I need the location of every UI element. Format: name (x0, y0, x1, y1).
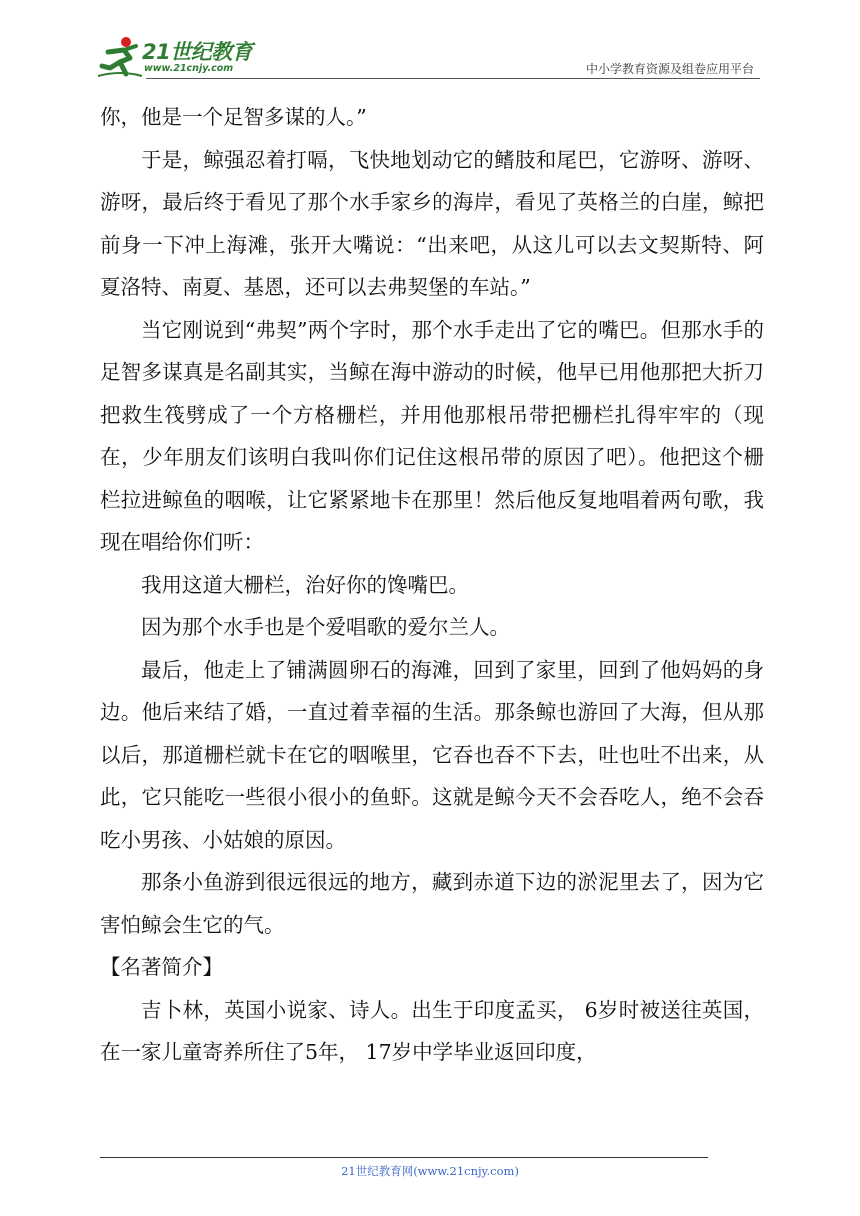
paragraph: 因为那个水手也是个爱唱歌的爱尔兰人。 (141, 615, 510, 639)
header-divider (146, 78, 760, 79)
paragraph-continuation: 你，他是一个足智多谋的人。” (100, 105, 367, 129)
document-body (100, 96, 764, 1074)
page-header (96, 34, 760, 80)
runner-logo-icon (96, 34, 144, 80)
paragraph: 那条小鱼游到很远很远的地方，藏到赤道下边的淤泥里去了，因为它害怕鲸会生它的气。 (100, 870, 764, 937)
section-heading: 【名著简介】 (100, 955, 223, 979)
page-footer: 21世纪教育网(www.21cnjy.com) (341, 1164, 519, 1178)
song-line: 我用这道大栅栏，治好你的馋嘴巴。 (141, 572, 469, 597)
header-tagline: 中小学教育资源及组卷应用平台 (585, 62, 754, 76)
paragraph: 吉卜林，英国小说家、诗人。出生于印度孟买， 6岁时被送往英国，在一家儿童寄养所住了5年， 17岁中学毕业返回印度， (100, 997, 764, 1064)
paragraph: 最后，他走上了铺满圆卵石的海滩，回到了家里，回到了他妈妈的身边。他后来结了婚，一直过着幸福的生活。那条鲸也游回了大海，但从那以后，那道栅栏就卡在它的咽喉里，它吞也吞不下去，吐也吐不出来，从此，它只能吃一些很小很小的鱼虾。这就是鲸今天不会吞吃人，绝不会吞吃小男孩、小姑娘的原因。 (100, 657, 764, 852)
site-logo (96, 34, 266, 80)
logo-text: 21世纪教育 (142, 40, 253, 64)
footer-divider (100, 1157, 708, 1158)
logo-url: www.21cnjy.com (144, 63, 234, 74)
paragraph: 当它刚说到“弗契”两个字时，那个水手走出了它的嘴巴。但那水手的足智多谋真是名副其实，当鲸在海中游动的时候，他早已用他那把大折刀把救生筏劈成了一个方格栅栏，并用他那根吊带把栅栏扎得牢牢的（现在，少年朋友们该明白我叫你们记住这根吊带的原因了吧）。他把这个栅栏拉进鲸鱼的咽喉，让它紧紧地卡在那里！然后他反复地唱着两句歌，我现在唱给你们听： (100, 317, 764, 554)
paragraph: 于是，鲸强忍着打嗝，飞快地划动它的鳍肢和尾巴，它游呀、游呀、游呀，最后终于看见了那个水手家乡的海岸，看见了英格兰的白崖，鲸把前身一下冲上海滩，张开大嘴说：“出来吧，从这儿可以去文契斯特、阿夏洛特、南夏、基恩，还可以去弗契堡的车站。” (100, 147, 764, 299)
